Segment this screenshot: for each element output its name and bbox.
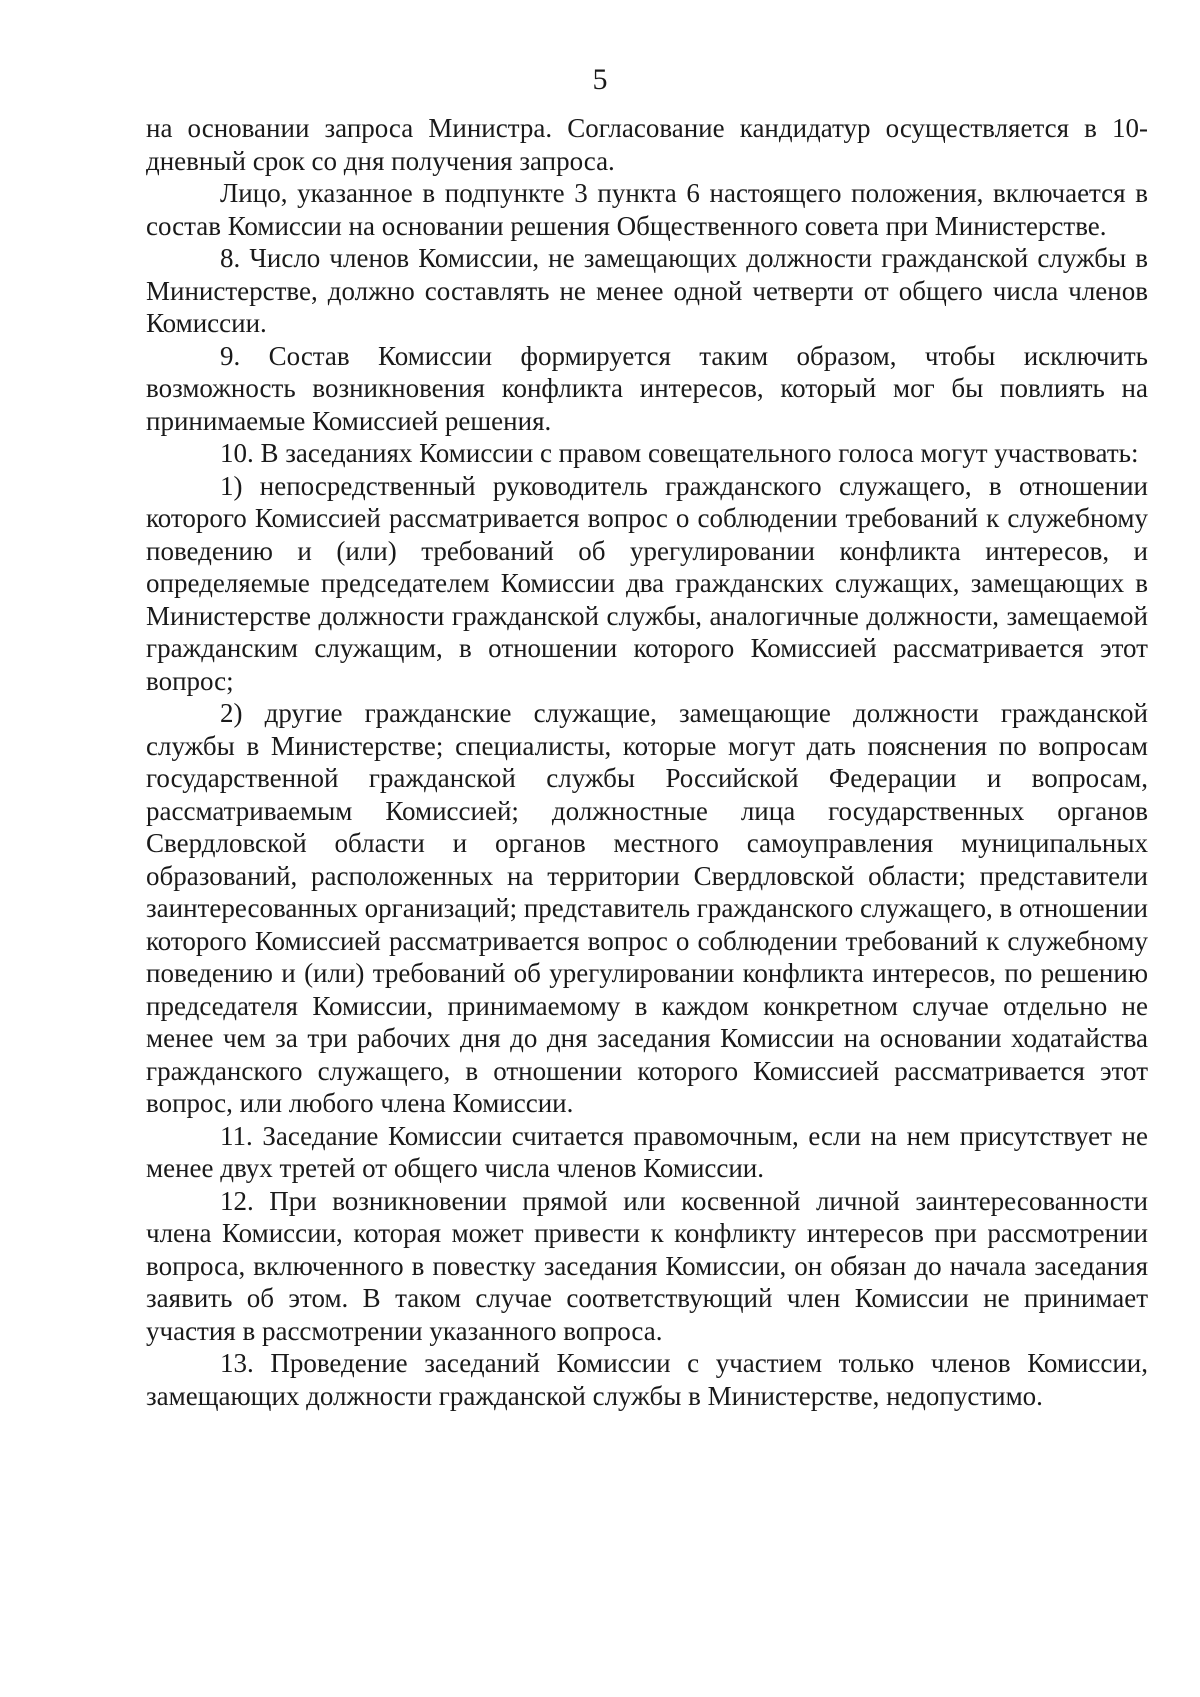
document-body bbox=[146, 112, 1148, 1412]
paragraph-item-8: 8. Число членов Комиссии, не замещающих должности гражданской службы в Министерстве, должно составлять не менее одной четверти от общего числа членов Комиссии. bbox=[146, 243, 1148, 338]
paragraph-item-12: 12. При возникновении прямой или косвенной личной заинтересованности члена Комиссии, которая может привести к конфликту интересов при рассмотрении вопроса, включенного в повестку заседания Комиссии, он обязан до начала заседания заявить об этом. В таком случае соответствующий член Комиссии не принимает участия в рассмотрении указанного вопроса. bbox=[146, 1185, 1148, 1346]
paragraph-continuation: на основании запроса Министра. Согласование кандидатур осуществляется в 10-дневный срок со дня получения запроса. bbox=[146, 113, 1148, 176]
paragraph-item-13: 13. Проведение заседаний Комиссии с участием только членов Комиссии, замещающих должности гражданской службы в Министерстве, недопустимо. bbox=[146, 1348, 1148, 1411]
page-number: 5 bbox=[592, 63, 608, 96]
paragraph-item-11: 11. Заседание Комиссии считается правомочным, если на нем присутствует не менее двух третей от общего числа членов Комиссии. bbox=[146, 1120, 1148, 1183]
paragraph-item-10: 10. В заседаниях Комиссии с правом совещательного голоса могут участвовать: bbox=[220, 438, 1139, 468]
paragraph-public-council-member: Лицо, указанное в подпункте 3 пункта 6 настоящего положения, включается в состав Комиссии на основании решения Общественного совета при Министерстве. bbox=[146, 178, 1148, 241]
paragraph-item-10-sub-2: 2) другие гражданские служащие, замещающие должности гражданской службы в Министерстве; специалисты, которые могут дать пояснения по вопросам государственной гражданской службы Российской Федерации и вопросам, рассматриваемым Комиссией; должностные лица государственных органов Свердловской области и органов местного самоуправления муниципальных образований, расположенных на территории Свердловской области; представители заинтересованных организаций; представитель гражданского служащего, в отношении которого Комиссией рассматривается вопрос о соблюдении требований к служебному поведению и (или) требований об урегулировании конфликта интересов, по решению председателя Комиссии, принимаемому в каждом конкретном случае отдельно не менее чем за три рабочих дня до дня заседания Комиссии на основании ходатайства гражданского служащего, в отношении которого Комиссией рассматривается этот вопрос, или любого члена Комиссии. bbox=[146, 698, 1148, 1118]
paragraph-item-10-sub-1: 1) непосредственный руководитель гражданского служащего, в отношении которого Комиссией рассматривается вопрос о соблюдении требований к служебному поведению и (или) требований об урегулировании конфликта интересов, и определяемые председателем Комиссии два гражданских служащих, замещающих в Министерстве должности гражданской службы, аналогичные должности, замещаемой гражданским служащим, в отношении которого Комиссией рассматривается этот вопрос; bbox=[146, 470, 1148, 696]
paragraph-item-9: 9. Состав Комиссии формируется таким образом, чтобы исключить возможность возникновения конфликта интересов, который мог бы повлиять на принимаемые Комиссией решения. bbox=[146, 340, 1148, 436]
